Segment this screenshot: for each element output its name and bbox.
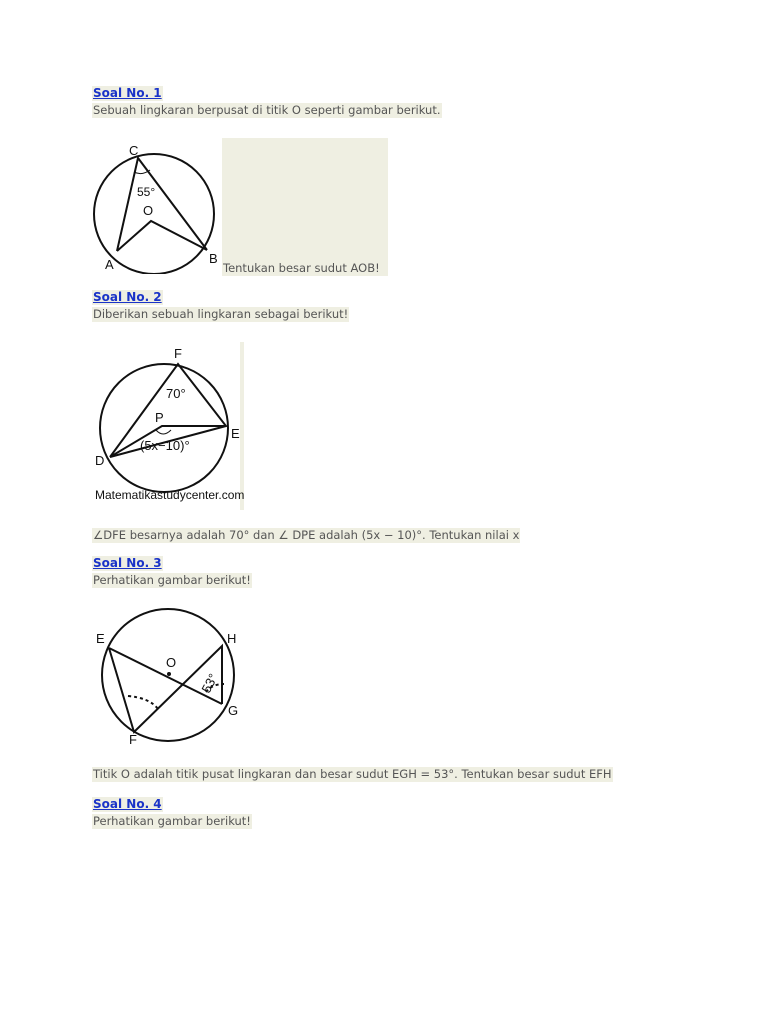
soal-2-question-text: ∠DFE besarnya adalah 70° dan ∠ DPE adalah (5x − 10)°. Tentukan nilai x [93,528,520,542]
label-angle-55: 55° [137,185,156,199]
label-d: D [95,453,105,468]
inscribed-angle-lines [117,158,207,251]
soal-2-circle-figure [92,342,244,510]
label-o: O [143,203,154,218]
soal-3-intro-text: Perhatikan gambar berikut! [93,573,251,587]
central-angle-lines [117,221,207,251]
circle [94,154,214,274]
watermark-text: Matematikastudycenter.com [95,488,244,502]
label-b: B [209,251,218,266]
soal-4-intro-text: Perhatikan gambar berikut! [93,814,251,828]
label-f: F [129,732,137,747]
label-angle-5x: (5x−10)° [140,438,190,453]
label-o: O [166,655,177,670]
label-e: E [231,426,240,441]
label-e: E [96,631,105,646]
soal-1-heading-link[interactable]: Soal No. 1 [93,86,162,100]
soal-1-placeholder-panel [222,138,388,276]
soal-3-heading-link[interactable]: Soal No. 3 [93,556,162,570]
label-a: A [105,257,114,272]
label-g: G [228,703,239,718]
label-c: C [129,143,139,158]
soal-3-question-text: Titik O adalah titik pusat lingkaran dan besar sudut EGH = 53°. Tentukan besar sudut EFH [93,767,612,781]
label-p: P [155,410,164,425]
soal-2-heading-link[interactable]: Soal No. 2 [93,290,162,304]
soal-2-intro-text: Diberikan sebuah lingkaran sebagai berikut! [93,307,349,321]
angle-arc [156,430,171,434]
angle-arc-f [128,696,158,709]
center-point [167,672,171,676]
label-f: F [174,346,182,361]
label-angle-53: 53° [198,670,221,696]
panel-edge [240,342,244,510]
soal-1-circle-figure [92,138,224,274]
soal-1-intro-text: Sebuah lingkaran berpusat di titik O seperti gambar berikut. [93,103,441,117]
soal-3-circle-figure [92,608,244,750]
soal-4-heading-link[interactable]: Soal No. 4 [93,797,162,811]
label-angle-70: 70° [166,386,186,401]
label-h: H [227,631,237,646]
soal-1-question-text: Tentukan besar sudut AOB! [223,261,380,275]
